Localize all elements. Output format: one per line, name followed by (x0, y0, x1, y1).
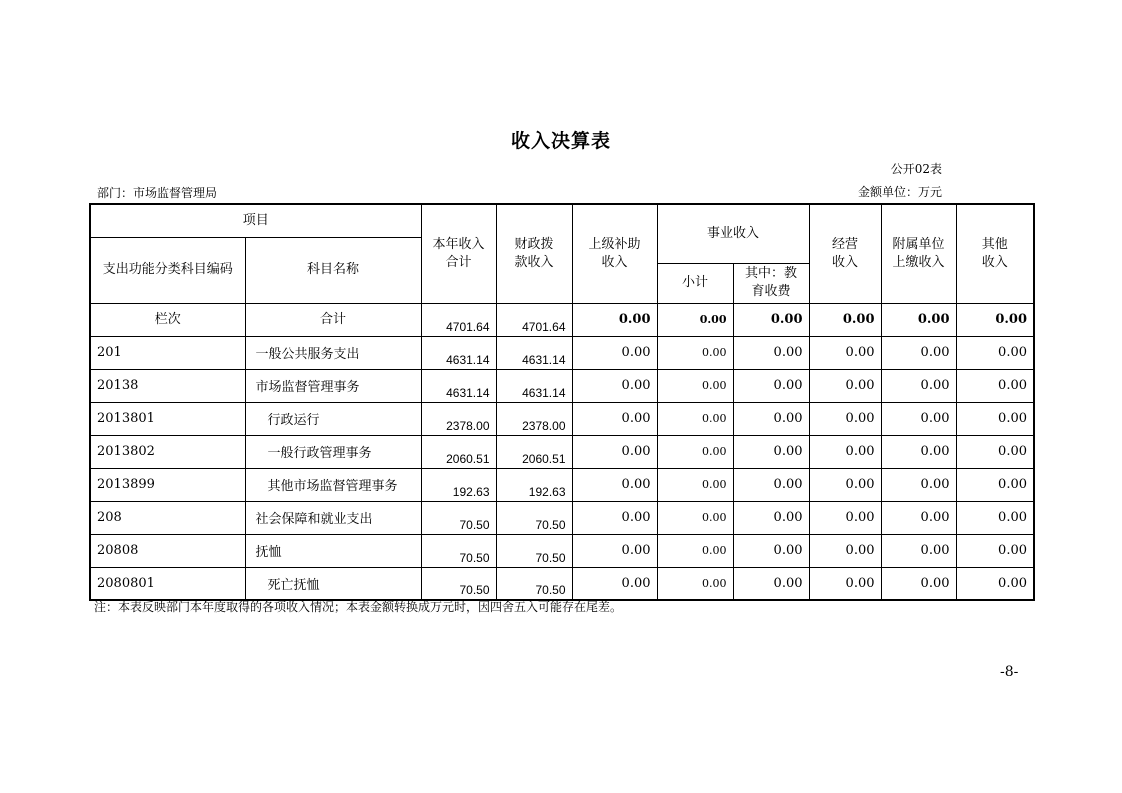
header-subtotal: 小计 (657, 263, 733, 303)
cell-operating: 0.00 (809, 402, 881, 435)
cell-fiscal: 70.50 (496, 534, 572, 567)
form-number: 公开02表 (890, 162, 942, 176)
cell-code: 2013802 (90, 435, 245, 468)
cell-superior: 0.00 (572, 468, 657, 501)
cell-code: 2080801 (90, 567, 245, 600)
cell-superior: 0.00 (572, 336, 657, 369)
header-code: 支出功能分类科目编码 (90, 237, 245, 303)
cell-total-income: 2060.51 (421, 435, 496, 468)
header-superior: 上级补助收入 (572, 204, 657, 303)
cell-education: 0.00 (733, 303, 809, 336)
footnote: 注：本表反映部门本年度取得的各项收入情况；本表金额转换成万元时，因四舍五入可能存在尾差。 (94, 600, 623, 614)
cell-total-income: 70.50 (421, 534, 496, 567)
cell-affiliated: 0.00 (881, 402, 956, 435)
cell-subject: 行政运行 (245, 402, 421, 435)
header-business: 事业收入 (657, 204, 809, 263)
cell-affiliated: 0.00 (881, 336, 956, 369)
cell-subtotal: 0.00 (657, 303, 733, 336)
cell-education: 0.00 (733, 468, 809, 501)
cell-other: 0.00 (956, 369, 1034, 402)
cell-operating: 0.00 (809, 303, 881, 336)
cell-superior: 0.00 (572, 501, 657, 534)
cell-affiliated: 0.00 (881, 501, 956, 534)
cell-education: 0.00 (733, 336, 809, 369)
cell-subtotal: 0.00 (657, 468, 733, 501)
table-row (90, 402, 1034, 435)
cell-superior: 0.00 (572, 303, 657, 336)
header-operating: 经营收入 (809, 204, 881, 303)
table-row (90, 501, 1034, 534)
cell-fiscal: 70.50 (496, 567, 572, 600)
cell-other: 0.00 (956, 435, 1034, 468)
cell-subject: 市场监督管理事务 (245, 369, 421, 402)
cell-subject: 一般行政管理事务 (245, 435, 421, 468)
cell-total-income: 192.63 (421, 468, 496, 501)
header-other: 其他收入 (956, 204, 1034, 303)
cell-operating: 0.00 (809, 336, 881, 369)
cell-other: 0.00 (956, 501, 1034, 534)
cell-subtotal: 0.00 (657, 369, 733, 402)
table-row (90, 468, 1034, 501)
cell-affiliated: 0.00 (881, 303, 956, 336)
cell-affiliated: 0.00 (881, 435, 956, 468)
cell-code: 208 (90, 501, 245, 534)
page-title: 收入决算表 (510, 130, 611, 152)
cell-fiscal: 4631.14 (496, 369, 572, 402)
table-row (90, 567, 1034, 600)
cell-subject: 一般公共服务支出 (245, 336, 421, 369)
cell-other: 0.00 (956, 336, 1034, 369)
cell-superior: 0.00 (572, 435, 657, 468)
total-label: 合计 (245, 303, 421, 336)
page-number: -8- (1000, 664, 1019, 680)
cell-code: 20808 (90, 534, 245, 567)
row-index-label: 栏次 (90, 303, 245, 336)
cell-total-income: 70.50 (421, 567, 496, 600)
amount-unit-label: 金额单位：万元 (857, 185, 942, 199)
cell-superior: 0.00 (572, 567, 657, 600)
table-row (90, 435, 1034, 468)
cell-operating: 0.00 (809, 534, 881, 567)
cell-total-income: 4701.64 (421, 303, 496, 336)
cell-subject: 抚恤 (245, 534, 421, 567)
cell-total-income: 70.50 (421, 501, 496, 534)
cell-subtotal: 0.00 (657, 435, 733, 468)
cell-subtotal: 0.00 (657, 534, 733, 567)
cell-subtotal: 0.00 (657, 567, 733, 600)
cell-subject: 其他市场监督管理事务 (245, 468, 421, 501)
cell-subtotal: 0.00 (657, 402, 733, 435)
cell-total-income: 4631.14 (421, 336, 496, 369)
cell-operating: 0.00 (809, 369, 881, 402)
cell-education: 0.00 (733, 435, 809, 468)
cell-subtotal: 0.00 (657, 336, 733, 369)
cell-code: 2013899 (90, 468, 245, 501)
table-row (90, 336, 1034, 369)
cell-code: 2013801 (90, 402, 245, 435)
cell-total-income: 4631.14 (421, 369, 496, 402)
header-education: 其中：教育收费 (733, 263, 809, 303)
cell-fiscal: 192.63 (496, 468, 572, 501)
cell-fiscal: 2060.51 (496, 435, 572, 468)
department-label: 部门：市场监督管理局 (97, 186, 218, 200)
table-row (90, 369, 1034, 402)
header-fiscal: 财政拨款收入 (496, 204, 572, 303)
cell-education: 0.00 (733, 534, 809, 567)
cell-subtotal: 0.00 (657, 501, 733, 534)
table-row-total (90, 303, 1034, 336)
cell-operating: 0.00 (809, 501, 881, 534)
cell-superior: 0.00 (572, 402, 657, 435)
cell-subject: 社会保障和就业支出 (245, 501, 421, 534)
cell-affiliated: 0.00 (881, 369, 956, 402)
cell-fiscal: 4631.14 (496, 336, 572, 369)
cell-other: 0.00 (956, 303, 1034, 336)
cell-superior: 0.00 (572, 534, 657, 567)
cell-operating: 0.00 (809, 567, 881, 600)
cell-education: 0.00 (733, 369, 809, 402)
cell-code: 20138 (90, 369, 245, 402)
header-project: 项目 (90, 204, 421, 237)
cell-other: 0.00 (956, 567, 1034, 600)
cell-education: 0.00 (733, 501, 809, 534)
cell-other: 0.00 (956, 534, 1034, 567)
cell-code: 201 (90, 336, 245, 369)
header-affiliated: 附属单位上缴收入 (881, 204, 956, 303)
cell-subject: 死亡抚恤 (245, 567, 421, 600)
cell-affiliated: 0.00 (881, 468, 956, 501)
cell-other: 0.00 (956, 468, 1034, 501)
cell-operating: 0.00 (809, 468, 881, 501)
cell-operating: 0.00 (809, 435, 881, 468)
header-subject: 科目名称 (245, 237, 421, 303)
header-total-income: 本年收入合计 (421, 204, 496, 303)
cell-other: 0.00 (956, 402, 1034, 435)
cell-education: 0.00 (733, 402, 809, 435)
income-table (89, 203, 1035, 601)
cell-education: 0.00 (733, 567, 809, 600)
table-row (90, 534, 1034, 567)
cell-fiscal: 70.50 (496, 501, 572, 534)
cell-superior: 0.00 (572, 369, 657, 402)
cell-affiliated: 0.00 (881, 534, 956, 567)
cell-total-income: 2378.00 (421, 402, 496, 435)
cell-affiliated: 0.00 (881, 567, 956, 600)
cell-fiscal: 4701.64 (496, 303, 572, 336)
cell-fiscal: 2378.00 (496, 402, 572, 435)
